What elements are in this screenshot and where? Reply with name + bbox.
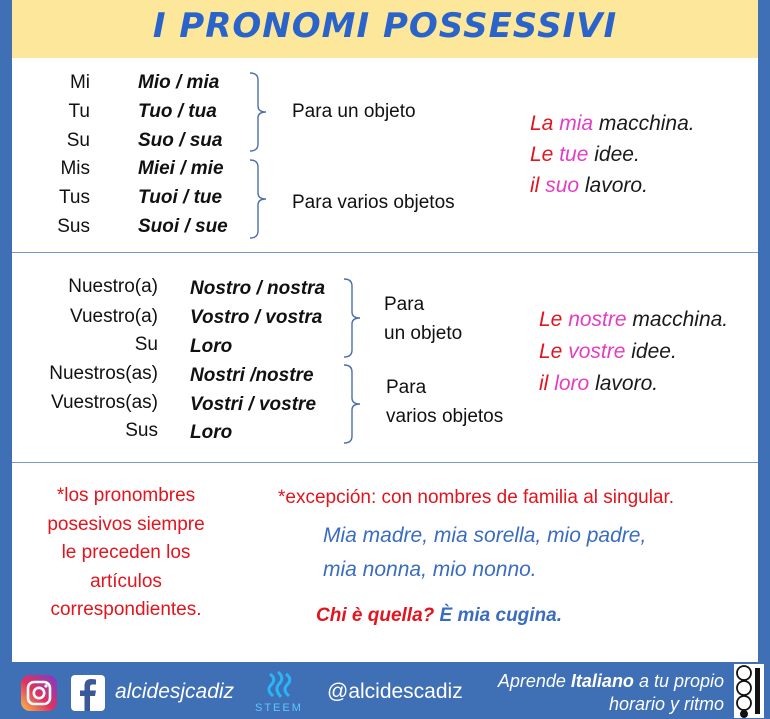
tagline-line1: Aprende Italiano a tu propio: [497, 671, 724, 691]
spanish-pronoun: Tus: [59, 187, 90, 208]
italian-pronoun: Tuo / tua: [138, 101, 217, 122]
title-bar: [12, 0, 758, 58]
instagram-icon[interactable]: [21, 675, 57, 711]
spanish-pronoun: Vuestro(a): [70, 306, 158, 327]
question-example: Chi è quella? È mia cugina.: [316, 605, 563, 626]
steem-icon: [265, 669, 295, 699]
family-example-line2: mia nonna, mio nonno.: [323, 558, 537, 581]
footer: [0, 662, 770, 719]
page-title: I PRONOMI POSSESSIVI: [152, 6, 618, 46]
spanish-pronoun: Su: [134, 334, 158, 355]
instagram-handle[interactable]: alcidesjcadiz: [115, 680, 235, 703]
italian-pronoun: Miei / mie: [138, 158, 224, 179]
spanish-pronoun: Vuestros(as): [51, 392, 158, 413]
italian-pronoun: Mio / mia: [138, 72, 220, 93]
group-label-plural-line2: varios objetos: [386, 406, 504, 427]
spanish-pronoun: Mi: [69, 72, 90, 93]
example-sentence: il suo lavoro.: [530, 174, 648, 197]
example-sentence: Le nostre macchina.: [539, 308, 729, 331]
italian-pronoun: Suoi / sue: [138, 216, 228, 237]
bracket-icon: [342, 276, 364, 360]
italian-pronoun: Nostro / nostra: [190, 278, 326, 299]
tagline-line2: horario y ritmo: [608, 694, 724, 714]
italian-pronoun: Nostri /nostre: [190, 365, 314, 386]
italian-pronoun: Loro: [190, 422, 233, 443]
group-label-plural: Para varios objetos: [292, 192, 455, 213]
italian-pronoun: Vostro / vostra: [190, 307, 323, 328]
bracket-icon: [248, 70, 270, 154]
exception-note: *excepción: con nombres de familia al singular.: [278, 487, 675, 508]
spanish-pronoun: Nuestro(a): [68, 276, 158, 297]
italian-pronoun: Tuoi / tue: [138, 187, 223, 208]
group-label-singular-line2: un objeto: [384, 323, 463, 344]
group-label-plural-line1: Para: [386, 377, 427, 398]
spanish-pronoun: Nuestros(as): [49, 363, 158, 384]
lesson-card: [12, 0, 758, 662]
steem-handle[interactable]: @alcidescadiz: [327, 680, 463, 703]
group-label-singular-line1: Para: [384, 294, 425, 315]
spanish-pronoun: Sus: [125, 420, 158, 441]
bracket-icon: [342, 362, 364, 446]
creative-commons-icon: [734, 664, 764, 718]
section-divider: [12, 462, 758, 463]
steem-label: STEEM: [255, 702, 303, 714]
facebook-icon[interactable]: [71, 675, 105, 711]
example-sentence: Le tue idee.: [530, 143, 640, 166]
example-sentence: il loro lavoro.: [539, 372, 659, 395]
italian-pronoun: Suo / sua: [138, 130, 223, 151]
section-divider: [12, 252, 758, 253]
family-example-line1: Mia madre, mia sorella, mio padre,: [323, 524, 647, 547]
italian-pronoun: Vostri / vostre: [190, 394, 317, 415]
spanish-pronoun: Sus: [57, 216, 90, 237]
example-sentence: La mia macchina.: [530, 112, 695, 135]
spanish-pronoun: Mis: [60, 158, 90, 179]
bracket-icon: [248, 157, 270, 241]
article-note: *los pronombres posesivos siempre le preceden los artículos correspondientes.: [47, 485, 205, 620]
spanish-pronoun: Su: [66, 130, 90, 151]
italian-pronoun: Loro: [190, 336, 233, 357]
example-sentence: Le vostre idee.: [539, 340, 677, 363]
spanish-pronoun: Tu: [68, 101, 90, 122]
group-label-singular: Para un objeto: [292, 101, 416, 122]
